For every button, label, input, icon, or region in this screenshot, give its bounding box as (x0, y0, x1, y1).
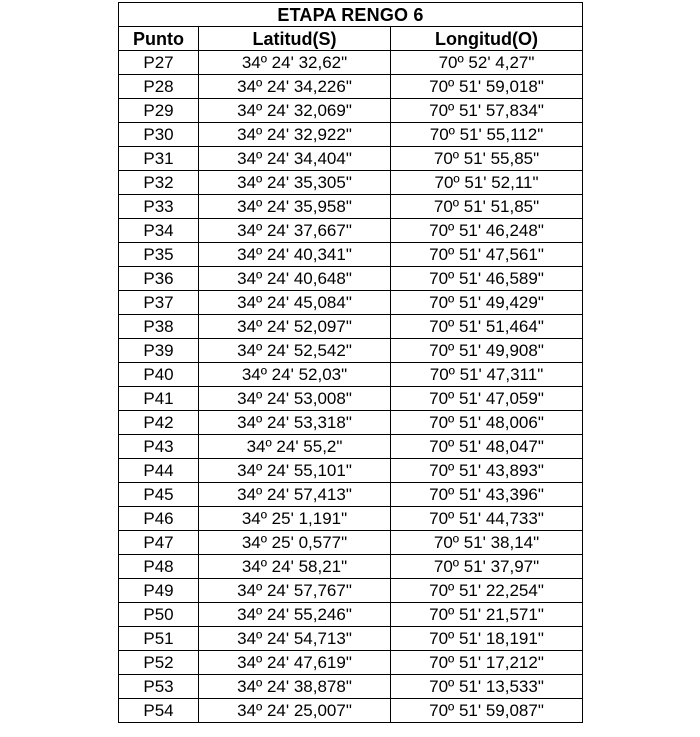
coordinates-table (118, 2, 583, 723)
cell-punto: P33 (119, 195, 199, 219)
table-row (119, 339, 583, 363)
cell-latitud: 34º 24' 35,305" (199, 171, 391, 195)
cell-longitud: 70º 51' 46,589" (391, 267, 583, 291)
table-row (119, 651, 583, 675)
cell-longitud: 70º 51' 48,047" (391, 435, 583, 459)
cell-longitud: 70º 51' 17,212" (391, 651, 583, 675)
table-row (119, 315, 583, 339)
cell-latitud: 34º 24' 32,62" (199, 51, 391, 75)
table-row (119, 555, 583, 579)
table-row (119, 147, 583, 171)
table-title: ETAPA RENGO 6 (119, 3, 583, 27)
cell-punto: P50 (119, 603, 199, 627)
cell-latitud: 34º 24' 58,21" (199, 555, 391, 579)
cell-latitud: 34º 24' 55,101" (199, 459, 391, 483)
cell-punto: P46 (119, 507, 199, 531)
cell-latitud: 34º 24' 37,667" (199, 219, 391, 243)
table-row (119, 627, 583, 651)
cell-longitud: 70º 51' 47,059" (391, 387, 583, 411)
table-row (119, 411, 583, 435)
cell-latitud: 34º 24' 52,03" (199, 363, 391, 387)
cell-punto: P52 (119, 651, 199, 675)
table-row (119, 195, 583, 219)
cell-punto: P42 (119, 411, 199, 435)
cell-longitud: 70º 51' 55,85" (391, 147, 583, 171)
cell-punto: P54 (119, 699, 199, 723)
table-row (119, 531, 583, 555)
table-row (119, 123, 583, 147)
cell-longitud: 70º 51' 22,254" (391, 579, 583, 603)
cell-longitud: 70º 51' 55,112" (391, 123, 583, 147)
table-head (119, 3, 583, 51)
cell-punto: P47 (119, 531, 199, 555)
cell-punto: P34 (119, 219, 199, 243)
cell-longitud: 70º 51' 47,561" (391, 243, 583, 267)
cell-latitud: 34º 24' 52,097" (199, 315, 391, 339)
title-row (119, 3, 583, 27)
cell-punto: P40 (119, 363, 199, 387)
cell-longitud: 70º 51' 59,018" (391, 75, 583, 99)
column-header-latitud: Latitud(S) (199, 27, 391, 51)
cell-longitud: 70º 51' 43,396" (391, 483, 583, 507)
table-body (119, 51, 583, 723)
cell-punto: P51 (119, 627, 199, 651)
column-header-longitud: Longitud(O) (391, 27, 583, 51)
cell-longitud: 70º 51' 51,85" (391, 195, 583, 219)
cell-longitud: 70º 51' 48,006" (391, 411, 583, 435)
cell-latitud: 34º 24' 25,007" (199, 699, 391, 723)
cell-punto: P48 (119, 555, 199, 579)
cell-punto: P39 (119, 339, 199, 363)
cell-longitud: 70º 51' 52,11" (391, 171, 583, 195)
table-row (119, 219, 583, 243)
cell-longitud: 70º 51' 59,087" (391, 699, 583, 723)
cell-latitud: 34º 24' 40,341" (199, 243, 391, 267)
cell-latitud: 34º 24' 52,542" (199, 339, 391, 363)
cell-punto: P45 (119, 483, 199, 507)
cell-latitud: 34º 24' 53,008" (199, 387, 391, 411)
cell-latitud: 34º 24' 45,084" (199, 291, 391, 315)
table-row (119, 699, 583, 723)
cell-punto: P29 (119, 99, 199, 123)
table-row (119, 603, 583, 627)
cell-latitud: 34º 24' 35,958" (199, 195, 391, 219)
cell-longitud: 70º 51' 51,464" (391, 315, 583, 339)
cell-punto: P35 (119, 243, 199, 267)
cell-longitud: 70º 51' 21,571" (391, 603, 583, 627)
cell-latitud: 34º 24' 55,246" (199, 603, 391, 627)
table-row (119, 243, 583, 267)
cell-latitud: 34º 24' 32,922" (199, 123, 391, 147)
cell-latitud: 34º 24' 40,648" (199, 267, 391, 291)
cell-latitud: 34º 24' 34,404" (199, 147, 391, 171)
table-row (119, 99, 583, 123)
cell-latitud: 34º 24' 34,226" (199, 75, 391, 99)
cell-punto: P31 (119, 147, 199, 171)
cell-punto: P32 (119, 171, 199, 195)
cell-punto: P37 (119, 291, 199, 315)
column-header-punto: Punto (119, 27, 199, 51)
cell-longitud: 70º 51' 43,893" (391, 459, 583, 483)
cell-latitud: 34º 24' 32,069" (199, 99, 391, 123)
cell-longitud: 70º 51' 49,429" (391, 291, 583, 315)
cell-longitud: 70º 51' 13,533" (391, 675, 583, 699)
cell-punto: P41 (119, 387, 199, 411)
cell-latitud: 34º 24' 47,619" (199, 651, 391, 675)
cell-longitud: 70º 51' 46,248" (391, 219, 583, 243)
cell-punto: P49 (119, 579, 199, 603)
cell-longitud: 70º 51' 18,191" (391, 627, 583, 651)
cell-longitud: 70º 51' 57,834" (391, 99, 583, 123)
header-row (119, 27, 583, 51)
cell-punto: P38 (119, 315, 199, 339)
cell-latitud: 34º 24' 57,413" (199, 483, 391, 507)
cell-punto: P28 (119, 75, 199, 99)
cell-punto: P44 (119, 459, 199, 483)
cell-longitud: 70º 51' 49,908" (391, 339, 583, 363)
table-row (119, 171, 583, 195)
cell-latitud: 34º 25' 0,577" (199, 531, 391, 555)
cell-punto: P36 (119, 267, 199, 291)
table-row (119, 459, 583, 483)
cell-latitud: 34º 24' 38,878" (199, 675, 391, 699)
cell-latitud: 34º 24' 57,767" (199, 579, 391, 603)
cell-punto: P43 (119, 435, 199, 459)
table-row (119, 75, 583, 99)
table-row (119, 291, 583, 315)
cell-punto: P27 (119, 51, 199, 75)
table-row (119, 51, 583, 75)
cell-latitud: 34º 25' 1,191" (199, 507, 391, 531)
cell-longitud: 70º 51' 37,97" (391, 555, 583, 579)
table-row (119, 507, 583, 531)
table-row (119, 435, 583, 459)
table-row (119, 267, 583, 291)
cell-latitud: 34º 24' 54,713" (199, 627, 391, 651)
table-row (119, 387, 583, 411)
cell-punto: P30 (119, 123, 199, 147)
cell-punto: P53 (119, 675, 199, 699)
cell-longitud: 70º 51' 44,733" (391, 507, 583, 531)
cell-longitud: 70º 51' 38,14" (391, 531, 583, 555)
cell-latitud: 34º 24' 53,318" (199, 411, 391, 435)
table-row (119, 363, 583, 387)
cell-latitud: 34º 24' 55,2" (199, 435, 391, 459)
cell-longitud: 70º 52' 4,27" (391, 51, 583, 75)
table-row (119, 579, 583, 603)
table-row (119, 483, 583, 507)
table-row (119, 675, 583, 699)
cell-longitud: 70º 51' 47,311" (391, 363, 583, 387)
